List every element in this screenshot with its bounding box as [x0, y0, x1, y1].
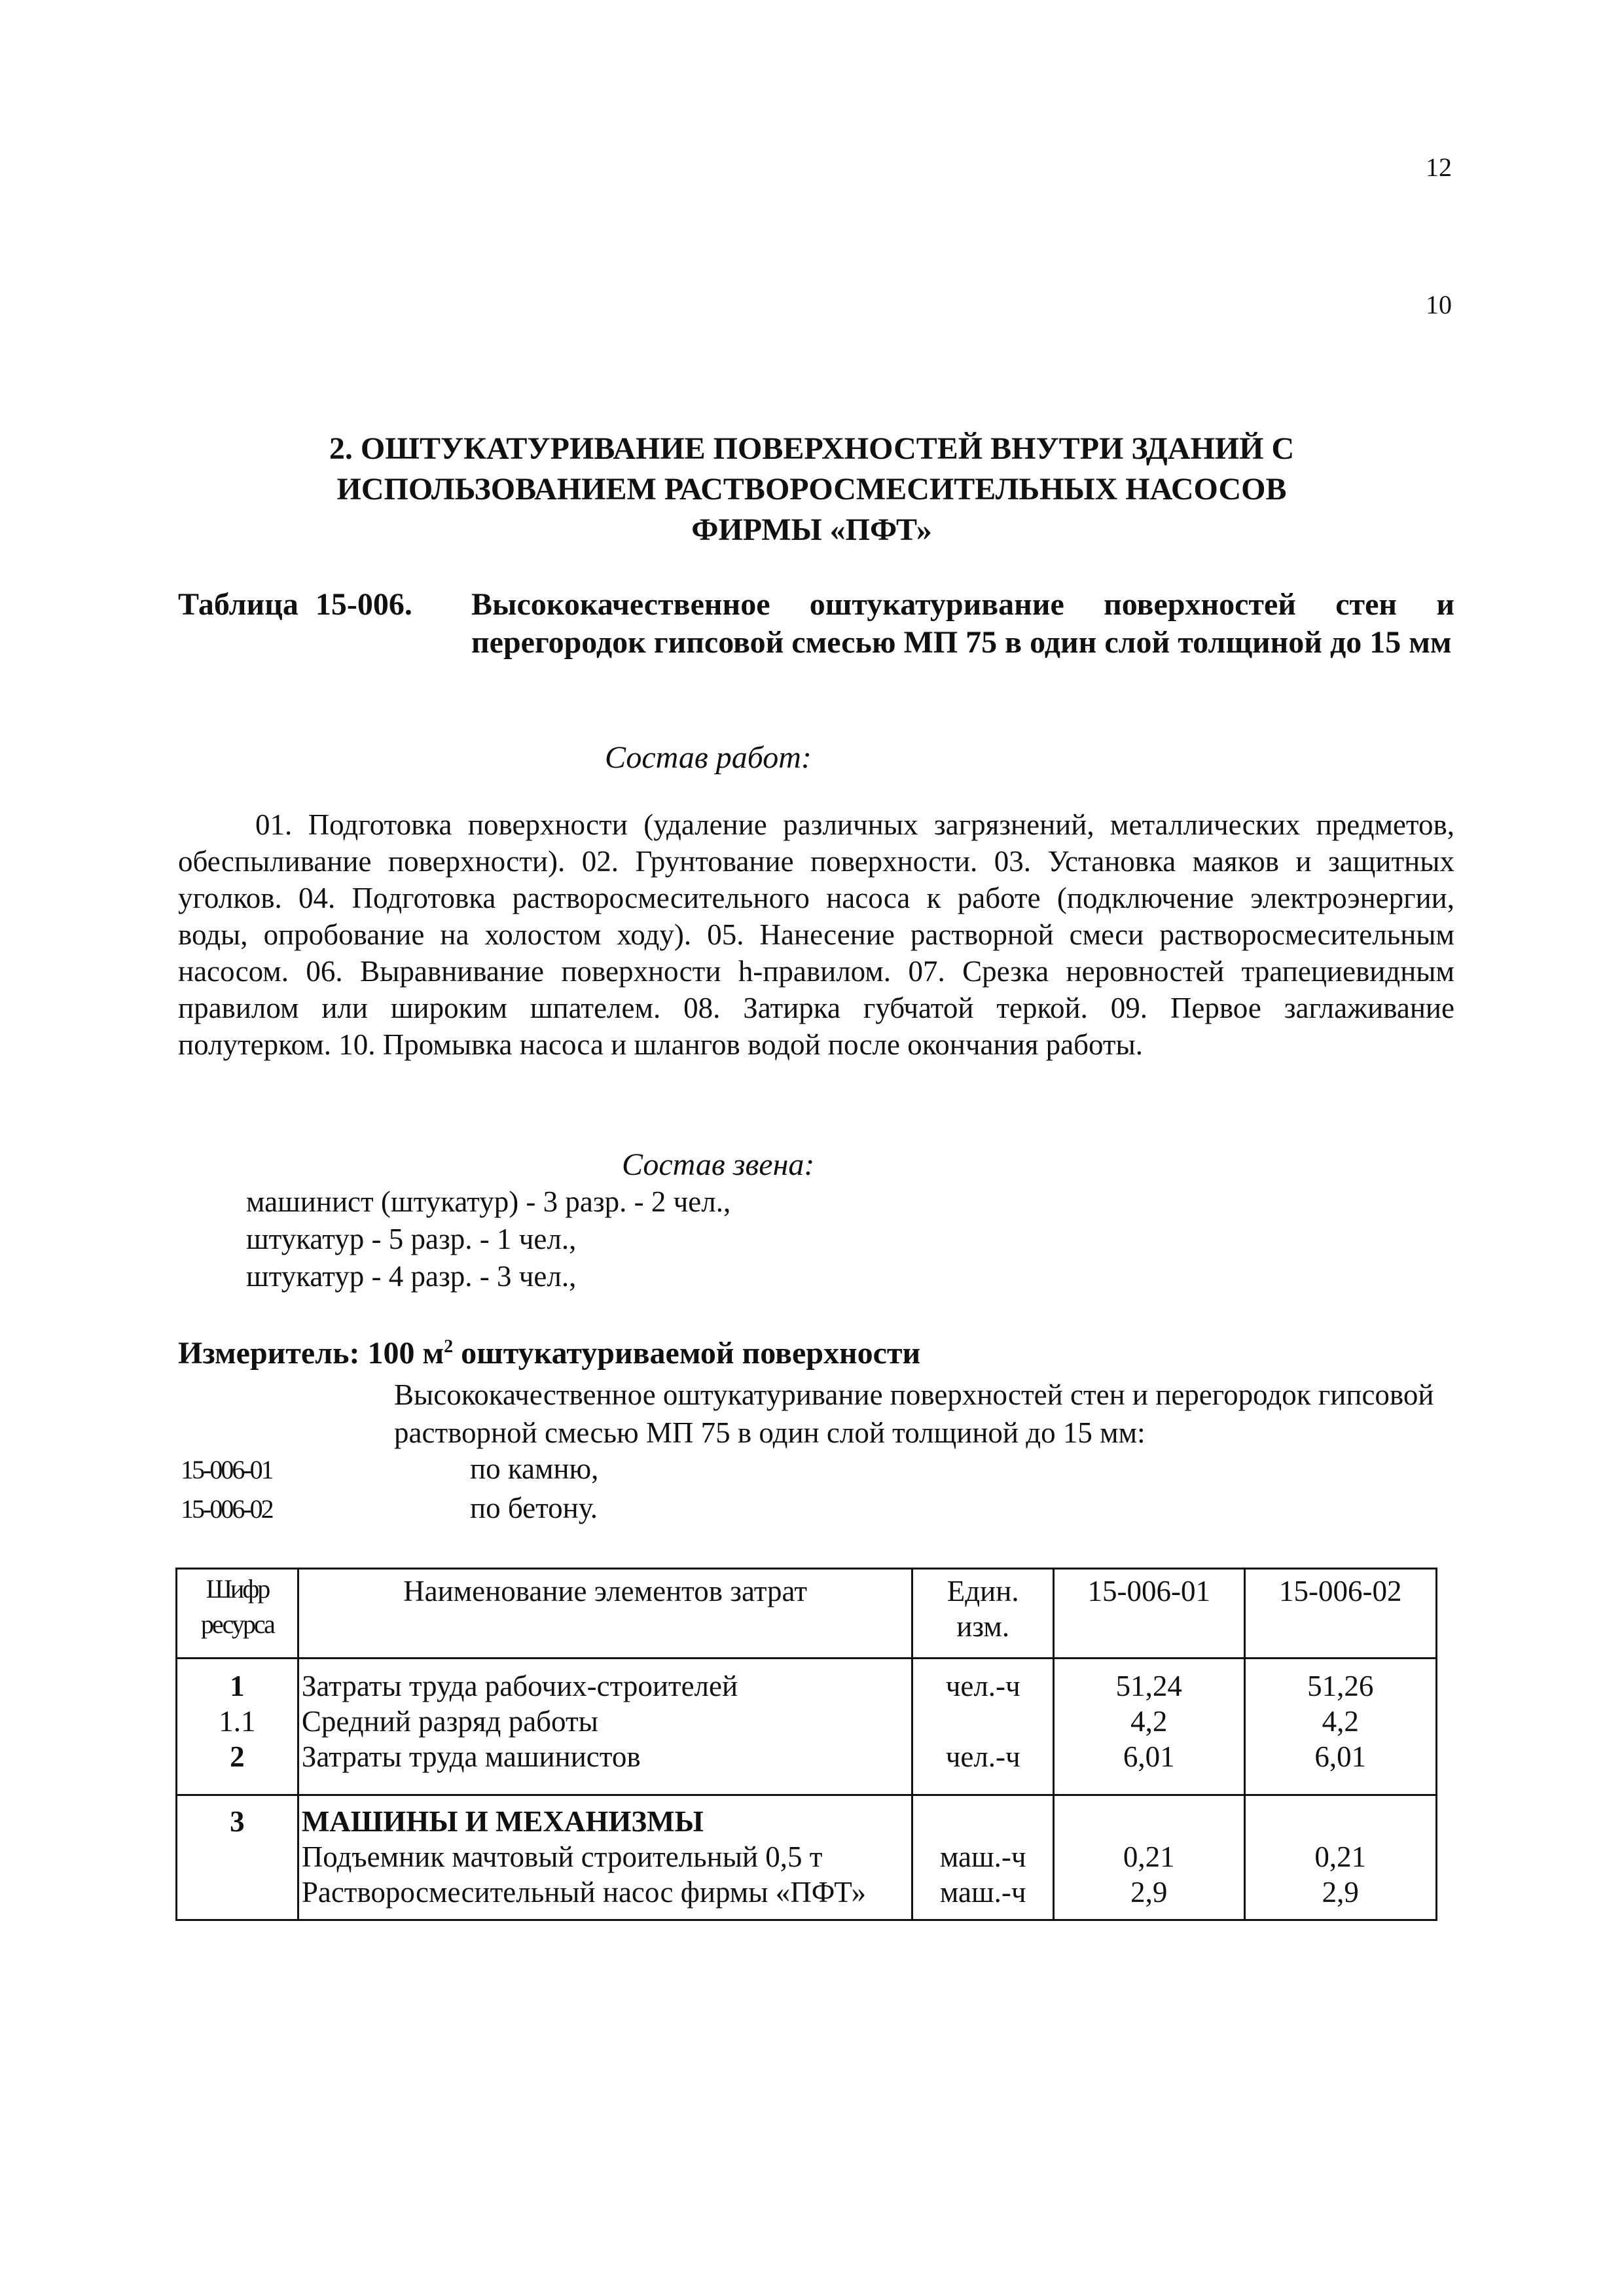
norm-name-1: по камню, — [470, 1452, 599, 1485]
group1-unit-1: чел.-ч — [945, 1670, 1020, 1702]
group2-unit-1: маш.-ч — [939, 1840, 1026, 1873]
group1-col1-2: 4,2 — [1130, 1705, 1168, 1738]
header-code-line-1: Шифр — [206, 1574, 269, 1604]
group1-codes — [177, 1659, 298, 1795]
group1-col1-3: 6,01 — [1123, 1740, 1175, 1773]
table-row-labor — [177, 1659, 1437, 1795]
table-row-machines — [177, 1795, 1437, 1920]
group2-names — [298, 1795, 912, 1920]
page-number-top: 12 — [1426, 152, 1452, 182]
group2-col1-2: 2,9 — [1130, 1876, 1168, 1909]
table-caption — [178, 586, 1454, 662]
work-composition-title: Состав работ: — [605, 740, 812, 775]
group1-col2-3: 6,01 — [1314, 1740, 1367, 1773]
group1-col1-1: 51,24 — [1115, 1670, 1182, 1702]
group2-unit-2: маш.-ч — [939, 1876, 1026, 1909]
group1-unit-3: чел.-ч — [945, 1740, 1020, 1773]
header-unit-line-2: изм. — [956, 1610, 1010, 1643]
group2-col1 — [1054, 1795, 1244, 1920]
section-title-line-3: ФИРМЫ «ПФТ» — [691, 512, 932, 547]
page-number-second: 10 — [1426, 290, 1452, 319]
header-code — [177, 1569, 298, 1659]
group1-name-3: Затраты труда машинистов — [301, 1740, 641, 1773]
meter-prefix: Измеритель: 100 м — [178, 1336, 444, 1371]
crew-member-2: штукатур - 5 разр. - 1 чел., — [246, 1223, 577, 1255]
meter-superscript: 2 — [444, 1336, 454, 1357]
group1-code-2: 1.1 — [219, 1705, 256, 1738]
meter-line — [178, 1335, 920, 1371]
resource-table — [175, 1568, 1437, 1921]
group2-col2-2: 2,9 — [1322, 1876, 1359, 1909]
group2-col2-1: 0,21 — [1314, 1840, 1367, 1873]
group1-unit-2 — [918, 1704, 1047, 1739]
norm-description: Высококачественное оштукатуривание поверхностей стен и перегородок гипсовой растворной смесью МП 75 в один слой толщиной до 15 мм: — [394, 1378, 1434, 1449]
group2-units — [912, 1795, 1054, 1920]
section-title-line-1: 2. ОШТУКАТУРИВАНИЕ ПОВЕРХНОСТЕЙ ВНУТРИ ЗДАНИЙ С — [329, 431, 1295, 466]
norm-code-1: 15-006-01 — [181, 1455, 272, 1484]
group1-col2-1: 51,26 — [1307, 1670, 1374, 1702]
header-unit — [912, 1569, 1054, 1659]
header-col-1: 15-006-01 — [1054, 1569, 1244, 1659]
group2-name-1: Подъемник мачтовый строительный 0,5 т — [301, 1840, 823, 1873]
group1-names — [298, 1659, 912, 1795]
group2-col2 — [1244, 1795, 1437, 1920]
table-caption-text: Высококачественное оштукатуривание поверхностей стен и перегородок гипсовой смесью МП 75 в один слой толщиной до 15 мм — [471, 587, 1454, 660]
group2-name-2: Растворосмесительный насос фирмы «ПФТ» — [301, 1876, 867, 1909]
header-name: Наименование элементов затрат — [298, 1569, 912, 1659]
group2-title: МАШИНЫ И МЕХАНИЗМЫ — [301, 1805, 704, 1838]
table-header-row — [177, 1569, 1437, 1659]
norm-code-2: 15-006-02 — [181, 1494, 272, 1524]
group1-code-1: 1 — [230, 1670, 245, 1702]
group2-code: 3 — [230, 1805, 245, 1838]
group2-col1-1: 0,21 — [1123, 1840, 1175, 1873]
meter-suffix: оштукатуриваемой поверхности — [453, 1336, 921, 1371]
crew-member-1: машинист (штукатур) - 3 разр. - 2 чел., — [246, 1185, 731, 1218]
crew-member-3: штукатур - 4 разр. - 3 чел., — [246, 1260, 577, 1293]
section-title — [196, 429, 1427, 550]
header-unit-line-1: Един. — [947, 1575, 1019, 1607]
group1-col2-2: 4,2 — [1322, 1705, 1359, 1738]
group1-col2 — [1244, 1659, 1437, 1795]
group2-code-cell — [177, 1795, 298, 1920]
norm-name-2: по бетону. — [470, 1492, 598, 1524]
crew-list — [246, 1183, 731, 1295]
section-title-line-2: ИСПОЛЬЗОВАНИЕМ РАСТВОРОСМЕСИТЕЛЬНЫХ НАСОСОВ — [336, 472, 1287, 507]
group1-name-1: Затраты труда рабочих-строителей — [301, 1670, 738, 1702]
header-col-2: 15-006-02 — [1244, 1569, 1437, 1659]
table-caption-label: Таблица 15-006. — [178, 587, 412, 622]
group1-code-3: 2 — [230, 1740, 245, 1773]
work-composition-text: 01. Подготовка поверхности (удаление различных загрязнений, металлических предметов, обеспыливание поверхности). 02. Грунтование поверхности. 03. Установка маяков и защитных уголков. 04. Подготовка растворосмесительного насоса к работе (подключение электроэнергии, воды, опробование на холостом ходу). 05. Нанесение растворной смеси растворосмесительным насосом. 06. Выравнивание поверхности h-правилом. 07. Срезка неровностей трапециевидным правилом или широким шпателем. 08. Затирка губчатой теркой. 09. Первое заглаживание полутерком. 10. Промывка насоса и шлангов водой после окончания работы. — [178, 808, 1454, 1061]
group1-col1 — [1054, 1659, 1244, 1795]
group1-units — [912, 1659, 1054, 1795]
crew-title: Состав звена: — [622, 1147, 815, 1182]
header-code-line-2: ресурса — [200, 1609, 274, 1639]
group1-name-2: Средний разряд работы — [301, 1705, 598, 1738]
